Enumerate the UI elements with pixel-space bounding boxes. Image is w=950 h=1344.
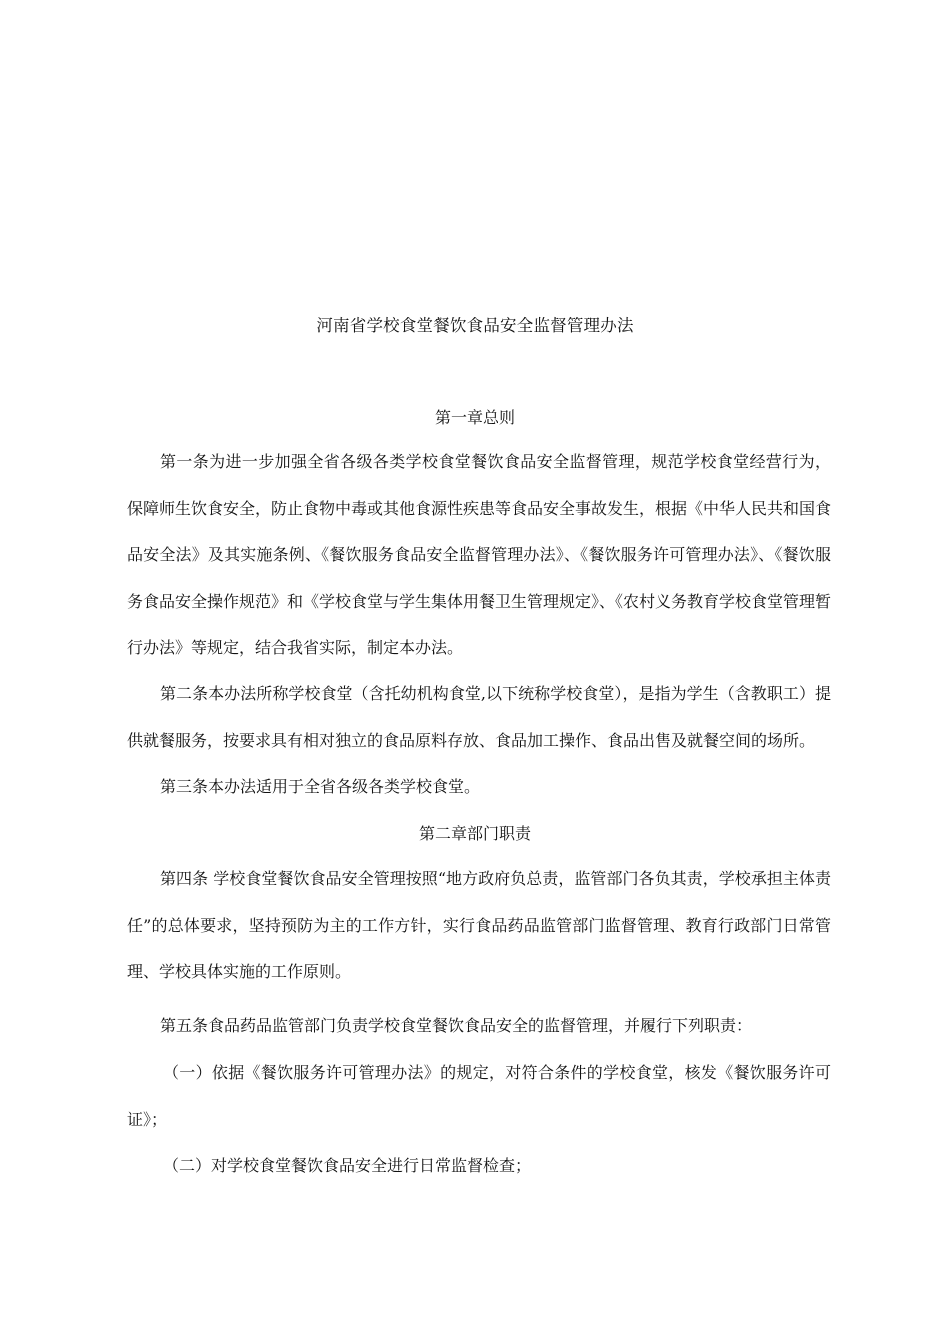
article-5-paragraph: 第五条食品药品监管部门负责学校食堂餐饮食品安全的监督管理，并履行下列职责： — [160, 1016, 753, 1035]
chapter-heading-1: 第一章总则 — [434, 408, 515, 427]
document-title: 河南省学校食堂餐饮食品安全监督管理办法 — [316, 316, 634, 335]
article-4-paragraph: 第四条 学校食堂餐饮食品安全管理按照“地方政府负总责，监管部门各负其责，学校承担主体责任”的总体要求，坚持预防为主的工作方针，实行食品药品监管部门监督管理、教育行政部门日常管理、学校具体实施的工作原则。 — [127, 869, 831, 982]
article-2-paragraph: 第二条本办法所称学校食堂（含托幼机构食堂,以下统称学校食堂），是指为学生（含教职工）提供就餐服务，按要求具有相对独立的食品原料存放、食品加工操作、食品出售及就餐空间的场所。 — [127, 684, 831, 750]
chapter-heading-2: 第二章部门职责 — [418, 824, 531, 843]
article-5-item-1: （一）依据《餐饮服务许可管理办法》的规定，对符合条件的学校食堂，核发《餐饮服务许可证》； — [127, 1063, 831, 1129]
article-3-paragraph: 第三条本办法适用于全省各级各类学校食堂。 — [160, 777, 481, 796]
article-1-paragraph: 第一条为进一步加强全省各级各类学校食堂餐饮食品安全监督管理，规范学校食堂经营行为，保障师生饮食安全，防止食物中毒或其他食源性疾患等食品安全事故发生，根据《中华人民共和国食品安全法》及其实施条例、《餐饮服务食品安全监督管理办法》、《餐饮服务许可管理办法》、《餐饮服务食品安全操作规范》和《学校食堂与学生集体用餐卫生管理规定》、《农村义务教育学校食堂管理暂行办法》等规定，结合我省实际，制定本办法。 — [127, 452, 832, 658]
article-5-item-2: （二）对学校食堂餐饮食品安全进行日常监督检查； — [163, 1156, 532, 1175]
